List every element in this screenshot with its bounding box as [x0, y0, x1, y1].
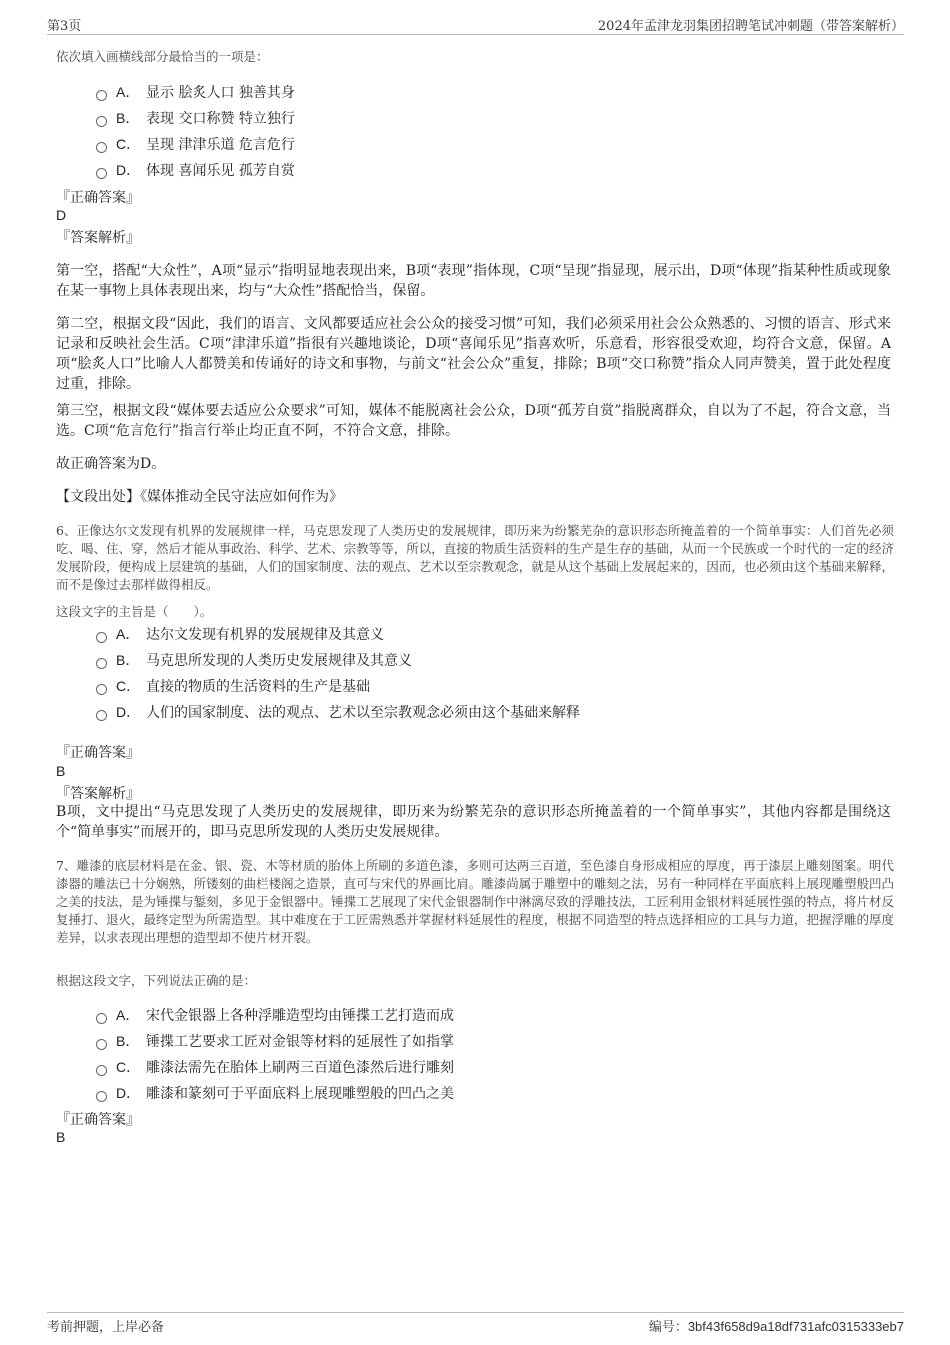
q5-analysis-label: 『答案解析』 — [56, 230, 140, 246]
radio-icon[interactable] — [96, 116, 107, 127]
q5-source: 【文段出处】《媒体推动全民守法应如何作为》 — [56, 489, 343, 505]
radio-icon[interactable] — [96, 1039, 107, 1050]
q5-stem: 依次填入画横线部分最恰当的一项是： — [56, 49, 269, 64]
document-serial: 编号：3bf43f658d9a18df731afc0315333eb7 — [648, 1319, 904, 1334]
page-footer — [47, 1312, 904, 1335]
radio-icon[interactable] — [96, 90, 107, 101]
q7-answer: B — [56, 1129, 66, 1145]
q5-conclusion: 故正确答案为D。 — [56, 456, 166, 472]
radio-icon[interactable] — [96, 1065, 107, 1076]
footer-slogan: 考前押题，上岸必备 — [47, 1320, 165, 1335]
q7-option-c[interactable]: C． 雕漆法需先在胎体上刷两三百道色漆然后进行雕刻 — [96, 1057, 454, 1077]
q5-option-b[interactable]: B． 表现 交口称赞 特立独行 — [96, 108, 295, 128]
page-header — [47, 14, 904, 35]
radio-icon[interactable] — [96, 142, 107, 153]
q6-question: 这段文字的主旨是（ ）。 — [56, 604, 213, 619]
q5-answer: D — [56, 207, 67, 223]
q6-analysis: B项，文中提出“马克思发现了人类历史的发展规律，即历来为纷繁芜杂的意识形态所掩盖着的一个简单事实”，其他内容都是围绕这个“简单事实”而展开的，即马克思所发现的人类历史发展规律。 — [56, 804, 891, 840]
q7-option-d[interactable]: D． 雕漆和篆刻可于平面底料上展现雕塑般的凹凸之美 — [96, 1083, 454, 1103]
radio-icon[interactable] — [96, 632, 107, 643]
page-number: 第3页 — [47, 19, 82, 34]
q5-option-c[interactable]: C． 呈现 津津乐道 危言危行 — [96, 134, 295, 154]
document-title: 2024年孟津龙羽集团招聘笔试冲刺题（带答案解析） — [597, 19, 904, 34]
radio-icon[interactable] — [96, 658, 107, 669]
q6-analysis-label: 『答案解析』 — [56, 786, 140, 802]
q7-option-a[interactable]: A． 宋代金银器上各种浮雕造型均由锤揲工艺打造而成 — [96, 1005, 454, 1025]
q5-analysis-paragraph-3: 第三空，根据文段“媒体要去适应公众要求”可知，媒体不能脱离社会公众，D项“孤芳自赏”指脱离群众，自以为了不起，符合文意，当选。C项“危言危行”指言行举止均正直不阿，不符合文意，排除。 — [56, 403, 891, 439]
radio-icon[interactable] — [96, 710, 107, 721]
q6-option-c[interactable]: C． 直接的物质的生活资料的生产是基础 — [96, 676, 370, 696]
q6-option-a[interactable]: A． 达尔文发现有机界的发展规律及其意义 — [96, 624, 384, 644]
q7-answer-label: 『正确答案』 — [56, 1112, 140, 1128]
q5-option-a[interactable]: A． 显示 脍炙人口 独善其身 — [96, 82, 295, 102]
q6-option-b[interactable]: B． 马克思所发现的人类历史发展规律及其意义 — [96, 650, 412, 670]
q5-analysis-paragraph-2: 第二空，根据文段“因此，我们的语言、文风都要适应社会公众的接受习惯”可知，我们必须采用社会公众熟悉的、习惯的语言、形式来记录和反映社会生活。C项“津津乐道”指很有兴趣地谈论，D项“喜闻乐见”指喜欢听，乐意看，形容很受欢迎，均符合文意，保留。A项“脍炙人口”比喻人人都赞美和传诵好的诗文和事物，与前文“社会公众”重复，排除；B项“交口称赞”指众人同声赞美，置于此处程度过重，排除。 — [56, 316, 891, 392]
radio-icon[interactable] — [96, 1013, 107, 1024]
q7-question: 根据这段文字，下列说法正确的是： — [56, 973, 257, 988]
q5-option-d[interactable]: D． 体现 喜闻乐见 孤芳自赏 — [96, 160, 295, 180]
q6-option-d[interactable]: D． 人们的国家制度、法的观点、艺术以至宗教观念必须由这个基础来解释 — [96, 702, 580, 722]
q7-stem: 7、雕漆的底层材料是在金、银、瓷、木等材质的胎体上所刷的多道色漆，多则可达两三百道，至色漆自身形成相应的厚度，再于漆层上雕刻图案。明代漆器的雕法已十分娴熟，所镂刻的曲栏楼阁之造景，直可与宋代的界画比肩。雕漆尚属于雕塑中的雕刻之法，另有一种同样在平面底料上展现雕塑般凹凸之美的技法，是为锤揲与錾刻，多见于金银器中。锤揲工艺展现了宋代金银器制作中淋漓尽致的浮雕技法，工匠利用金银材料延展性强的特点，将片材反复捶打、退火，最终定型为所需造型。其中难度在于工匠需熟悉并掌握材料延展性的程度，根据不同造型的特点选择相应的工具与力道，把握浮雕的厚度差异，以求表现出理想的造型却不使片材开裂。 — [56, 858, 894, 945]
radio-icon[interactable] — [96, 1091, 107, 1102]
radio-icon[interactable] — [96, 684, 107, 695]
q5-answer-label: 『正确答案』 — [56, 190, 140, 206]
q6-answer-label: 『正确答案』 — [56, 745, 140, 761]
q6-answer: B — [56, 763, 66, 779]
q5-analysis-paragraph-1: 第一空，搭配“大众性”，A项“显示”指明显地表现出来，B项“表现”指体现，C项“呈现”指显现，展示出，D项“体现”指某种性质或现象在某一事物上具体表现出来，均与“大众性”搭配恰当，保留。 — [56, 263, 891, 299]
q6-stem: 6、正像达尔文发现有机界的发展规律一样，马克思发现了人类历史的发展规律，即历来为纷繁芜杂的意识形态所掩盖着的一个简单事实：人们首先必须吃、喝、住、穿，然后才能从事政治、科学、艺术、宗教等等，所以，直接的物质生活资料的生产是生存的基础，从而一个民族或一个时代的一定的经济发展阶段，便构成上层建筑的基础，人们的国家制度、法的观点、艺术以至宗教观念，就是从这个基础上发展起来的，因而，也必须由这个基础来解释，而不是像过去那样做得相反。 — [56, 523, 894, 592]
q7-option-b[interactable]: B． 锤揲工艺要求工匠对金银等材料的延展性了如指掌 — [96, 1031, 454, 1051]
radio-icon[interactable] — [96, 168, 107, 179]
